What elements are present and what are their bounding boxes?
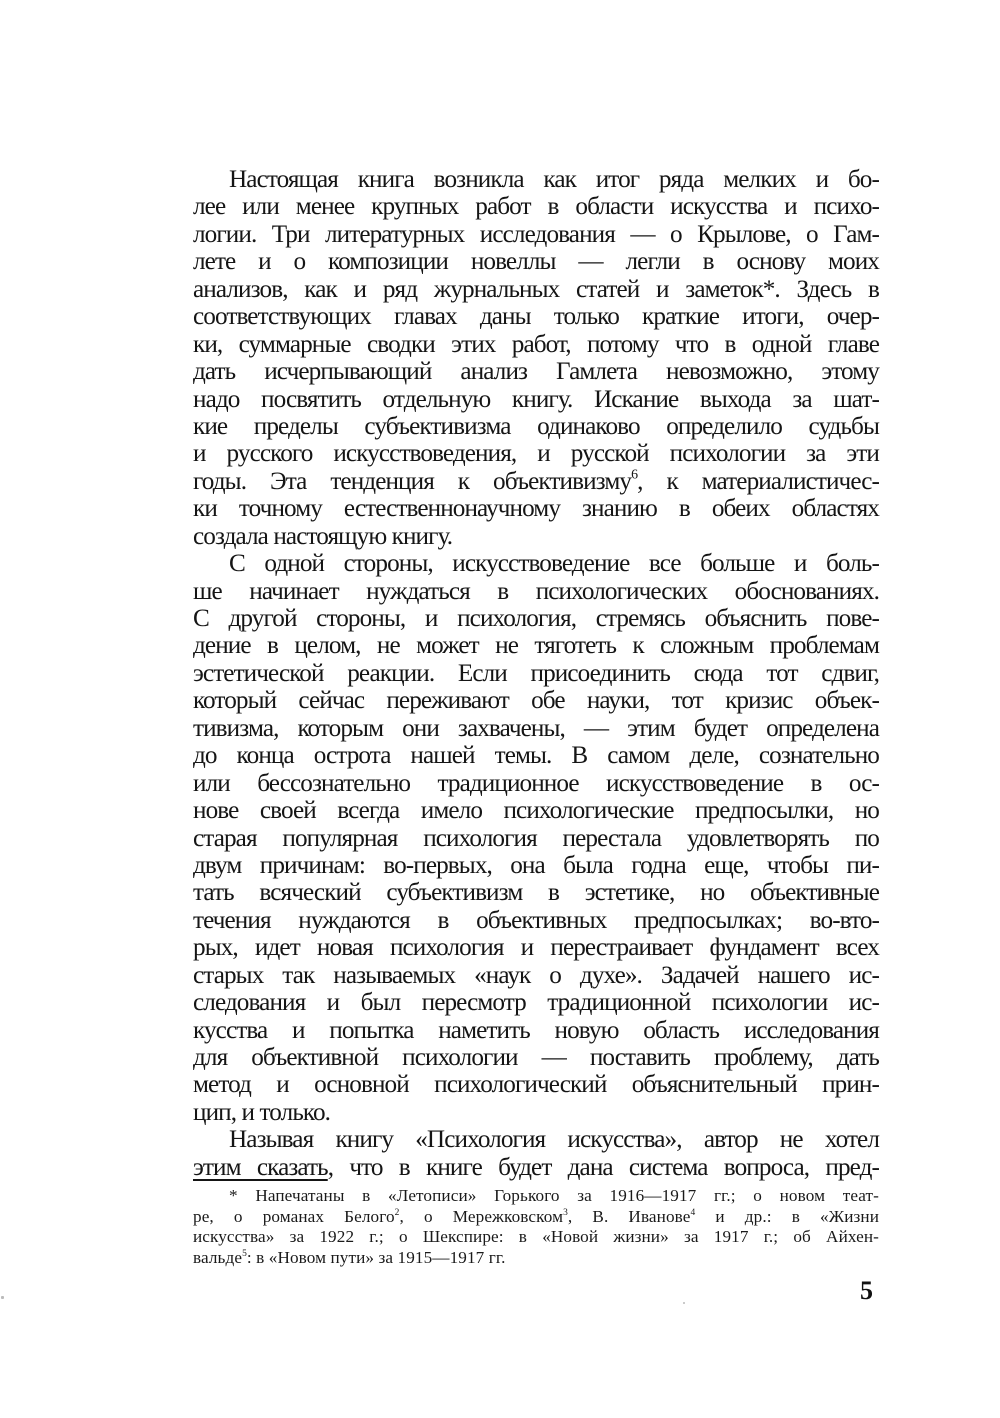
footnote-line: * Напечатаны в «Летописи» Горького за 1916—1917 гг.; о новом теат- <box>229 1186 879 1205</box>
text-line: ки, суммарные сводки этих работ, потому что в одной главе <box>193 330 879 358</box>
text-line: ше начинает нуждаться в психологических обоснованиях. <box>193 577 879 605</box>
text-fragment: и др.: в «Жизни <box>695 1206 879 1226</box>
text-line: дение в целом, не может не тяготеть к сложным проблемам <box>193 632 879 660</box>
text-line: для объективной психологии — поставить проблему, дать <box>193 1044 879 1071</box>
endnote-ref: 4 <box>690 1207 696 1218</box>
text-line: ки точному естественнонаучному знанию в обеих областях <box>193 495 879 523</box>
text-line: следования и был пересмотр традиционной психологии ис- <box>193 989 879 1017</box>
footnote-line: искусства» за 1922 г.; о Шекспире: в «Новой жизни» за 1917 г.; об Айхен- <box>193 1227 879 1247</box>
text-line: цип, и только. <box>193 1098 331 1126</box>
footnote <box>193 1186 879 1268</box>
text-line: соответствующих главах даны только краткие итоги, очер- <box>193 303 879 331</box>
text-line: старых так называемых «наук о духе». Задачей нашего ис- <box>193 961 879 989</box>
underlined-phrase: этим сказать <box>193 1153 328 1181</box>
text-line: старая популярная психология перестала удовлетворять по <box>193 824 879 852</box>
text-fragment: , В. Иванове <box>567 1206 691 1226</box>
text-fragment: , к материалистичес- <box>637 467 879 495</box>
text-line: кусства и попытка наметить новую область исследования <box>193 1016 879 1044</box>
text-line: надо посвятить отдельную книгу. Искание выхода за шат- <box>193 385 879 413</box>
footnote-line <box>193 1207 879 1228</box>
text-fragment: годы. Эта тенденция к объективизму <box>193 467 632 495</box>
text-line: кие пределы субъективизма одинаково определило судьбы <box>193 412 879 440</box>
footnote-line <box>193 1248 879 1269</box>
text-line: лее или менее крупных работ в области искусства и психо- <box>193 193 879 221</box>
text-line: или бессознательно традиционное искусствоведение в ос- <box>193 769 879 797</box>
text-line: течения нуждаются в объективных предпосылках; во-вто- <box>193 906 879 934</box>
text-line: двум причинам: во-первых, она была годна еще, чтобы пи- <box>193 851 879 879</box>
text-line: дать исчерпывающий анализ Гамлета невозможно, этому <box>193 358 879 386</box>
text-fragment: вальде <box>193 1247 243 1267</box>
text-line: Называя книгу «Психология искусства», автор не хотел <box>229 1126 879 1154</box>
text-line: анализов, как и ряд журнальных статей и заметок*. Здесь в <box>193 275 879 303</box>
text-line: тивизма, которым они захвачены, — этим будет определена <box>193 714 879 742</box>
scan-speck <box>1 1296 4 1299</box>
page-number: 5 <box>860 1276 873 1305</box>
main-text <box>193 166 879 1181</box>
endnote-ref: 2 <box>394 1207 400 1218</box>
text-line <box>193 468 879 495</box>
text-line <box>193 1154 879 1181</box>
text-line: тать всяческий субъективизм в эстетике, но объективные <box>193 879 879 907</box>
text-line: и русского искусствоведения, и русской психологии за эти <box>193 440 879 468</box>
text-fragment: ре, о романах Белого <box>193 1206 395 1226</box>
text-line: логии. Три литературных исследования — о Крылове, о Гам- <box>193 220 879 248</box>
text-line: лете и о композиции новеллы — легли в основу моих <box>193 248 879 276</box>
text-line: метод и основной психологический объяснительный прин- <box>193 1071 879 1099</box>
text-fragment: : в «Новом пути» за 1915—1917 гг. <box>246 1247 506 1267</box>
scan-speck <box>683 1302 685 1304</box>
text-line: С одной стороны, искусствоведение все больше и боль- <box>229 550 879 578</box>
endnote-ref: 3 <box>563 1207 568 1218</box>
text-line: рых, идет новая психология и перестраивает фундамент всех <box>193 934 879 962</box>
text-fragment: , о Мережковском <box>399 1206 564 1226</box>
text-line: С другой стороны, и психология, стремясь объяснить пове- <box>193 605 879 632</box>
text-line: эстетической реакции. Если присоединить сюда тот сдвиг, <box>193 659 879 687</box>
text-line: до конца острота нашей темы. В самом деле, сознательно <box>193 742 879 770</box>
text-line: нове своей всегда имело психологические предпосылки, но <box>193 797 879 825</box>
endnote-ref: 6 <box>631 466 638 482</box>
text-line: который сейчас переживают обе науки, тот кризис объек- <box>193 687 879 715</box>
text-fragment: , что в книге будет дана система вопроса, пред- <box>327 1153 879 1181</box>
text-line: Настоящая книга возникла как итог ряда мелких и бо- <box>229 166 879 193</box>
endnote-ref: 5 <box>242 1248 247 1259</box>
text-line: создала настоящую книгу. <box>193 522 453 550</box>
